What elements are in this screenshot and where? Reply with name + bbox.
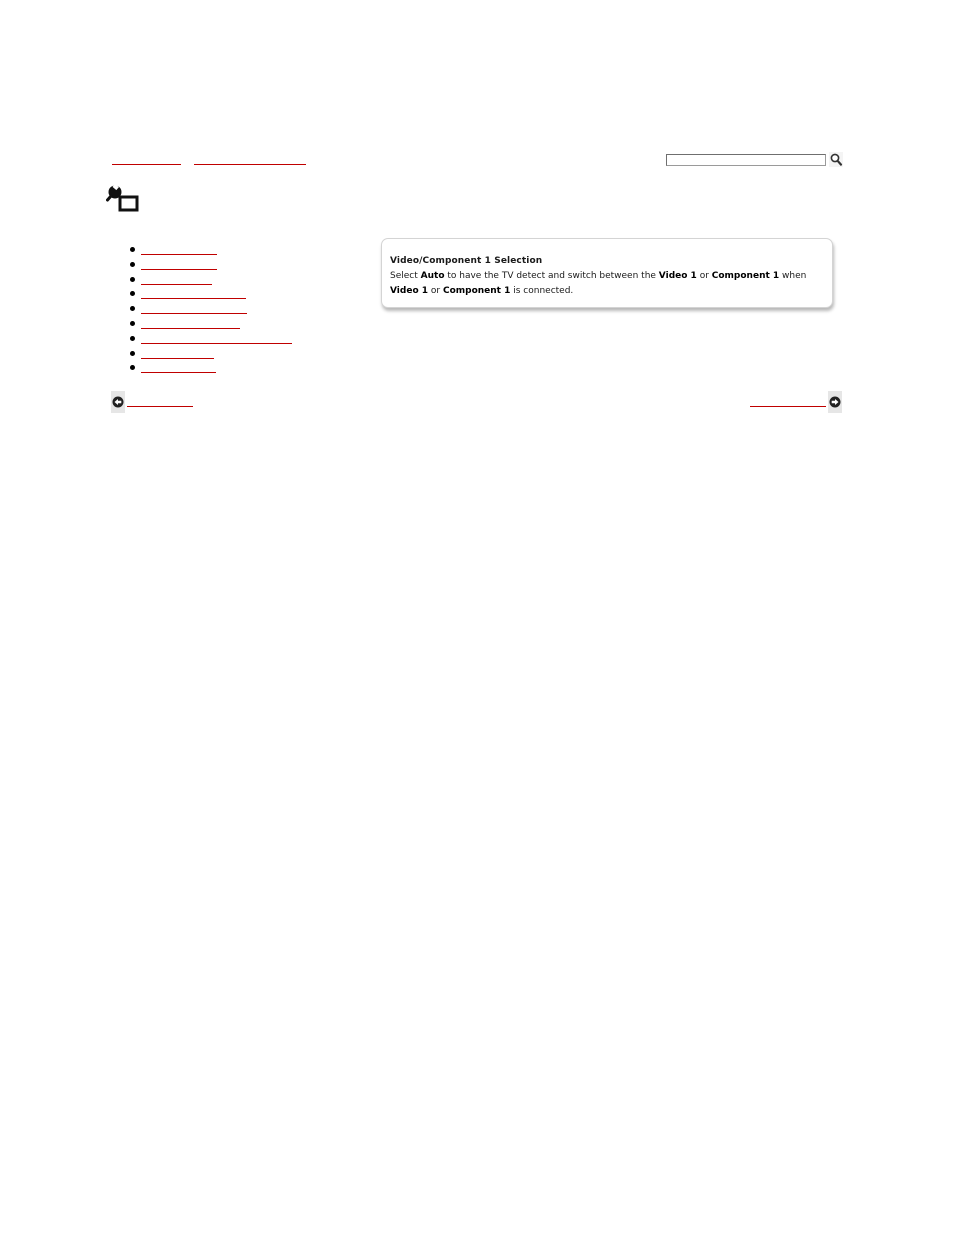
card-text-fragment: is connected. (510, 286, 574, 296)
bullet-icon (130, 277, 135, 282)
card-description (390, 269, 824, 299)
card-text-fragment: to have the TV detect and switch between the (444, 271, 659, 281)
option-component-1: Component 1 (442, 286, 511, 296)
breadcrumb-link-1[interactable] (112, 155, 181, 165)
bullet-icon (130, 336, 135, 341)
option-video-1: Video 1 (390, 286, 429, 296)
bullet-icon (130, 291, 135, 296)
sidebar-link-7[interactable] (141, 333, 292, 344)
sidebar-link-2[interactable] (141, 259, 217, 270)
card-title: Video/Component 1 Selection (390, 256, 543, 266)
sidebar-link-9[interactable] (141, 362, 216, 373)
sidebar-link-8[interactable] (141, 348, 214, 359)
search-input[interactable] (666, 154, 826, 166)
sidebar-link-1[interactable] (141, 244, 217, 255)
arrow-left-icon[interactable] (111, 391, 125, 413)
previous-page-link[interactable] (127, 396, 193, 407)
settings-wrench-icon (106, 184, 140, 214)
option-component-1: Component 1 (711, 271, 780, 281)
breadcrumb-link-2[interactable] (194, 155, 306, 165)
card-text-fragment: Select (390, 271, 421, 281)
sidebar-link-5[interactable] (141, 303, 247, 314)
bullet-icon (130, 351, 135, 356)
search-icon[interactable] (829, 152, 843, 167)
option-auto: Auto (420, 271, 445, 281)
bullet-icon (130, 365, 135, 370)
next-page-link[interactable] (750, 396, 826, 407)
card-text-fragment: when (779, 271, 807, 281)
bullet-icon (130, 306, 135, 311)
bullet-icon (130, 247, 135, 252)
bullet-icon (130, 262, 135, 267)
arrow-right-icon[interactable] (828, 391, 842, 413)
sidebar-link-6[interactable] (141, 318, 240, 329)
info-card (381, 238, 833, 308)
sidebar-link-3[interactable] (141, 274, 212, 285)
sidebar-link-4[interactable] (141, 288, 246, 299)
card-text-fragment: or (428, 286, 443, 296)
bullet-icon (130, 321, 135, 326)
option-video-1: Video 1 (658, 271, 697, 281)
card-text-fragment: or (696, 271, 712, 281)
